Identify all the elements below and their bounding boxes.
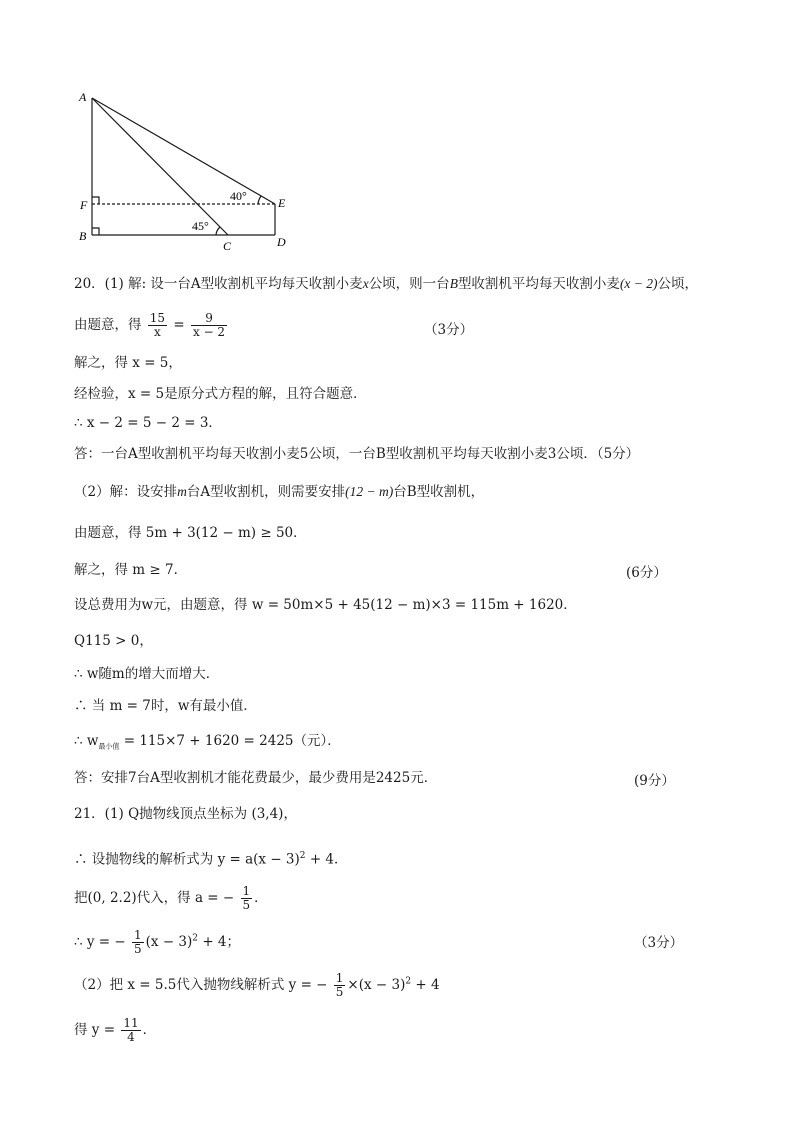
q20-part2-line-1 — [74, 483, 484, 501]
q20-score-3: （3分） — [424, 322, 474, 338]
frac-num: 15 — [149, 311, 166, 325]
q21-line-6 — [74, 1017, 156, 1044]
frac-num: 1 — [242, 884, 251, 898]
q20-line-2 — [74, 312, 229, 339]
q20-score-6: (6分） — [626, 565, 667, 581]
q21-l2-post: + 4． — [305, 851, 348, 868]
q21-l6-post: ． — [142, 1022, 157, 1038]
frac-den: x — [148, 325, 167, 339]
q20-l1-pre: 20．(1) 解: 设一台A型收割机平均每天收割小麦 — [74, 276, 363, 292]
q20-l1-end: 公顷， — [657, 276, 699, 292]
label-F: F — [80, 198, 88, 212]
q20-part2-line-3: 解之，得 m ≥ 7． — [74, 562, 188, 578]
q20-p2-l8-sub: 最小值 — [98, 742, 120, 751]
label-A: A — [79, 90, 87, 104]
q21-l2-sup: 2 — [299, 851, 306, 861]
frac-den: 4 — [121, 1030, 140, 1044]
fraction-1-over-5 — [241, 885, 253, 912]
q20-l2-pre: 由题意，得 — [74, 317, 142, 333]
label-E: E — [278, 196, 286, 210]
q21-line-2 — [74, 847, 348, 869]
q21-l4-post: + 4； — [198, 934, 241, 950]
q20-l2-eq: = — [173, 317, 185, 333]
frac-den: 5 — [242, 898, 251, 912]
q20-line-5: ∴ x − 2 = 5 − 2 = 3． — [74, 415, 222, 431]
fraction-15-over-x — [148, 312, 167, 339]
q20-l1-mid: 公顷，则一台 — [368, 276, 450, 292]
q20-part2-line-2: 由题意，得 5m + 3(12 − m) ≥ 50． — [74, 525, 307, 541]
q21-l4-pre: ∴ y = − — [74, 934, 126, 950]
q21-l3-pre: 把(0, 2.2)代入，得 a = − — [74, 890, 235, 906]
fraction-1-over-5 — [132, 929, 144, 956]
q21-line-3 — [74, 885, 268, 912]
q20-p2-l1-B: 台B型收割机， — [393, 484, 485, 500]
triangle-diagram — [70, 80, 330, 260]
q20-p2-l8-pre: ∴ w — [74, 733, 99, 749]
q20-part2-line-7: ∴ 当 m = 7时，w有最小值． — [74, 698, 257, 714]
q20-p2-l1-var: m — [177, 484, 187, 499]
angle-arc-C — [216, 227, 220, 235]
q20-p2-l8-post: = 115×7 + 1620 = 2425（元）． — [119, 733, 341, 749]
label-C: C — [223, 239, 232, 253]
q21-line-5 — [74, 972, 440, 999]
q20-part2-line-8 — [74, 732, 341, 756]
angle-arc-E — [258, 196, 261, 204]
q20-l1-post: 型收割机平均每天收割小麦 — [457, 276, 620, 292]
label-B: B — [79, 229, 87, 243]
q20-l1-var: x — [362, 276, 369, 291]
fraction-9-over-x-minus-2 — [191, 312, 227, 339]
q21-l4-mid: (x − 3) — [145, 934, 193, 950]
angle-label-E: 40° — [230, 189, 247, 203]
frac-den: 5 — [134, 942, 142, 956]
q20-score-9: (9分） — [634, 773, 675, 789]
frac-num: 11 — [123, 1016, 139, 1030]
frac-num: 1 — [134, 928, 142, 942]
frac-num: 9 — [205, 311, 213, 325]
q20-p2-l1-pre: （2）解：设安排 — [74, 484, 178, 500]
q21-l5-pre: （2）把 x = 5.5代入抛物线解析式 y = − — [74, 977, 328, 993]
q20-part2-line-6: ∴ w随m的增大而增大． — [74, 666, 220, 682]
q20-p2-l1-mid: 台A型收割机，则需要安排 — [186, 484, 346, 500]
q20-line-6: 答：一台A型收割机平均每天收割小麦5公顷，一台B型收割机平均每天收割小麦3公顷．（5分） — [74, 446, 640, 462]
q21-l4-sup: 2 — [192, 933, 199, 944]
q21-l2-pre: ∴ 设抛物线的解析式为 y = a(x − 3) — [74, 851, 300, 868]
q20-p2-l1-expr: (12 − m) — [345, 484, 394, 499]
frac-den: 5 — [335, 985, 344, 999]
q20-part2-line-5: Q115 > 0， — [74, 633, 153, 649]
right-angle-B — [92, 228, 99, 235]
q20-line-3: 解之，得 x = 5， — [74, 355, 182, 371]
q20-line-1 — [74, 275, 698, 293]
q20-l1-expr: (x − 2) — [619, 276, 658, 291]
q21-l5-mid: ×(x − 3) — [347, 977, 406, 993]
q20-l1-B: B — [449, 276, 458, 291]
q21-l5-post: + 4 — [411, 977, 440, 993]
q21-line-4 — [74, 929, 240, 956]
segment-AE — [92, 98, 275, 204]
q20-line-4: 经检验，x = 5是原分式方程的解，且符合题意． — [74, 386, 367, 402]
frac-den: x − 2 — [192, 325, 226, 339]
q21-score-3: （3分） — [634, 935, 684, 951]
fraction-1-over-5 — [334, 972, 346, 999]
fraction-11-over-4 — [121, 1017, 140, 1044]
q20-part2-line-4: 设总费用为w元，由题意，得 w = 50m×5 + 45(12 − m)×3 = 115m + 1620． — [74, 597, 577, 613]
q21-l3-post: ． — [254, 890, 268, 906]
right-angle-F — [92, 197, 99, 204]
q21-l5-sup: 2 — [405, 976, 412, 987]
angle-label-C: 45° — [192, 219, 209, 233]
frac-num: 1 — [335, 971, 344, 985]
q21-l6-pre: 得 y = — [74, 1022, 120, 1038]
label-D: D — [277, 235, 286, 249]
q20-part2-line-9: 答：安排7台A型收割机才能花费最少，最少费用是2425元． — [74, 770, 438, 786]
segment-AC — [92, 98, 228, 235]
geometry-figure — [70, 80, 330, 260]
q21-line-1: 21．(1) Q抛物线顶点坐标为 (3,4)， — [74, 806, 297, 822]
